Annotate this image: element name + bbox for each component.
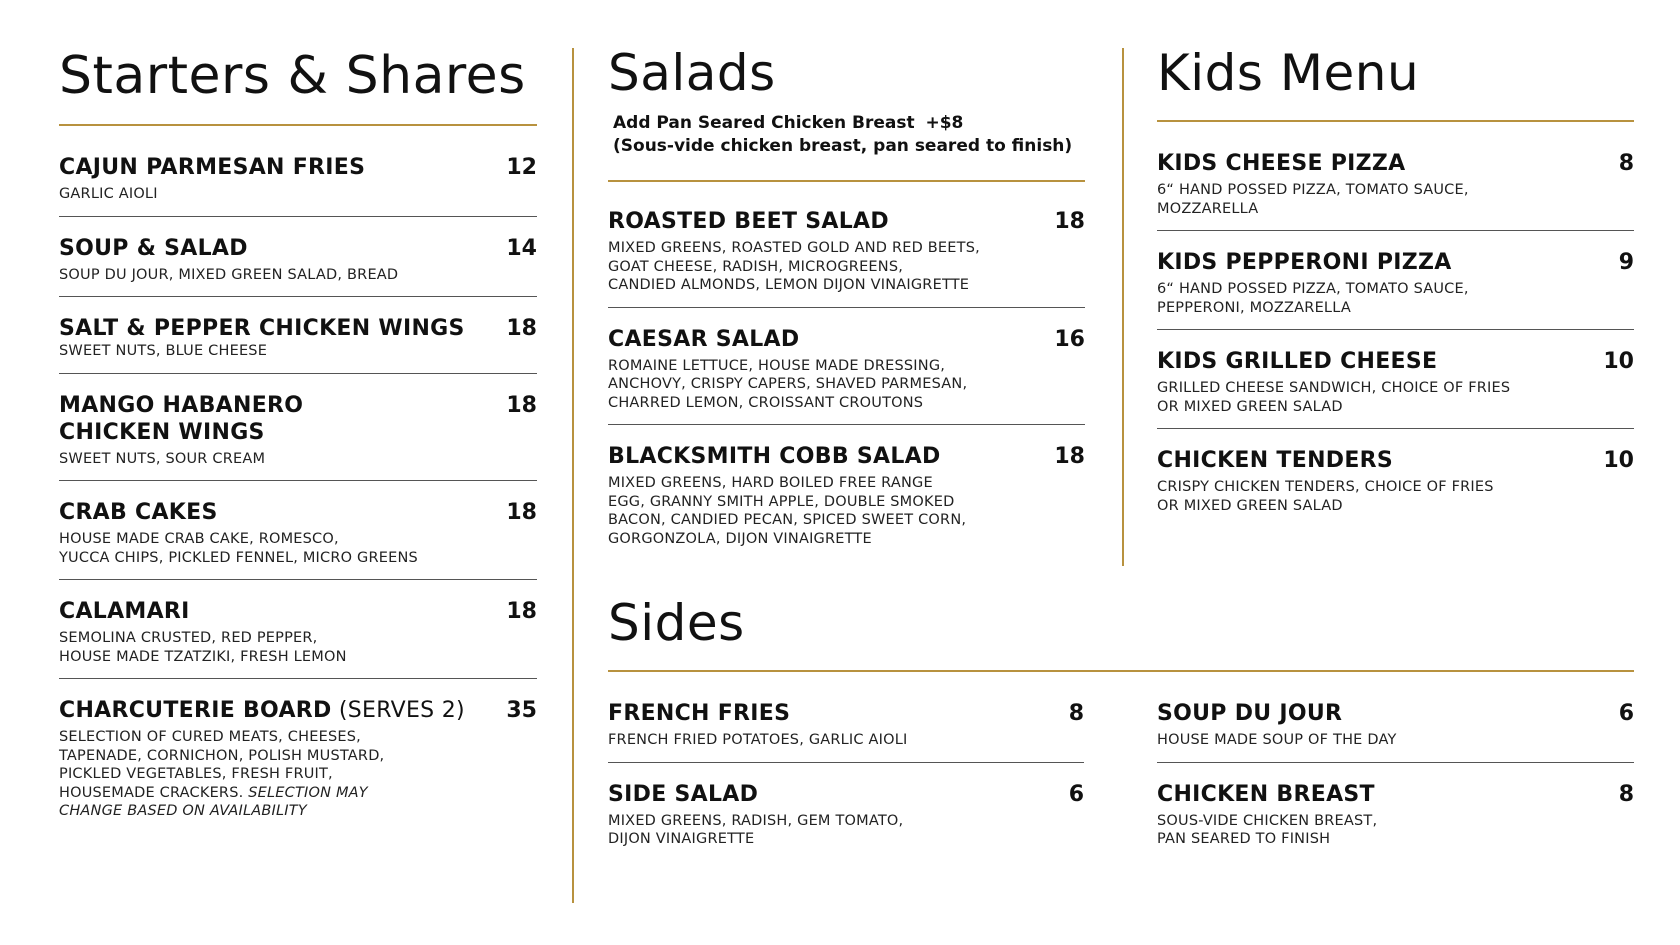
item-name: SOUP & SALAD <box>59 235 248 261</box>
item-name: SALT & PEPPER CHICKEN WINGS <box>59 316 465 341</box>
item-price: 8 <box>1068 701 1084 726</box>
item-price: 6 <box>1068 781 1084 807</box>
item-price: 18 <box>506 316 537 341</box>
menu-item <box>1157 447 1634 527</box>
item-name: BLACKSMITH COBB SALAD <box>608 444 941 469</box>
chicken-addon <box>613 112 1085 158</box>
item-description: HOUSE MADE CRAB CAKE, ROMESCO, YUCCA CHIPS, PICKLED FENNEL, MICRO GREENS <box>59 531 418 566</box>
item-price: 8 <box>1618 781 1634 807</box>
menu-item <box>608 326 1085 426</box>
kids-title-rule <box>1157 120 1634 122</box>
menu-item <box>59 499 537 580</box>
item-description: FRENCH FRIED POTATOES, GARLIC AIOLI <box>608 732 908 748</box>
item-price: 6 <box>1618 701 1634 726</box>
item-name: KIDS CHEESE PIZZA <box>1157 151 1406 176</box>
menu-item <box>1157 150 1634 231</box>
item-name: KIDS PEPPERONI PIZZA <box>1157 250 1452 275</box>
item-description: ROMAINE LETTUCE, HOUSE MADE DRESSING, ANCHOVY, CRISPY CAPERS, SHAVED PARMESAN, CHARRED LEMON, CROISSANT CROUTONS <box>608 357 968 411</box>
item-name: ROASTED BEET SALAD <box>608 209 889 234</box>
menu-item <box>1157 348 1634 429</box>
menu-item <box>608 208 1085 308</box>
item-name: SIDE SALAD <box>608 781 759 807</box>
item-name: FRENCH FRIES <box>608 701 791 726</box>
item-description: HOUSE MADE SOUP OF THE DAY <box>1157 732 1397 748</box>
starters-section <box>59 46 537 851</box>
menu-item <box>59 315 537 374</box>
column-divider-right <box>1122 48 1124 566</box>
item-price: 8 <box>1618 151 1634 176</box>
item-price: 18 <box>1054 209 1085 234</box>
item-name-main: CHARCUTERIE BOARD <box>59 698 332 723</box>
salads-title: Salads <box>608 44 776 102</box>
sides-section <box>608 594 1634 879</box>
sides-title: Sides <box>608 594 745 652</box>
item-description: MIXED GREENS, ROASTED GOLD AND RED BEETS, GOAT CHEESE, RADISH, MICROGREENS, CANDIED ALMONDS, LEMON DIJON VINAIGRETTE <box>608 240 980 293</box>
starters-title: Starters & Shares <box>59 46 526 106</box>
menu-item <box>608 700 1084 763</box>
item-name: MANGO HABANERO CHICKEN WINGS <box>59 392 304 445</box>
item-description: GRILLED CHEESE SANDWICH, CHOICE OF FRIES OR MIXED GREEN SALAD <box>1157 380 1511 415</box>
menu-item <box>1157 700 1634 763</box>
item-description: SOUP DU JOUR, MIXED GREEN SALAD, BREAD <box>59 266 399 283</box>
menu-item <box>59 154 537 217</box>
item-description: SOUS-VIDE CHICKEN BREAST, PAN SEARED TO FINISH <box>1157 812 1378 847</box>
starters-title-rule <box>59 124 537 126</box>
menu-item <box>608 443 1085 560</box>
item-price: 18 <box>1054 444 1085 469</box>
item-description-note: SELECTION MAY CHANGE BASED ON AVAILABILITY <box>59 784 368 819</box>
item-name: CRAB CAKES <box>59 500 218 525</box>
item-description: SWEET NUTS, BLUE CHEESE <box>59 343 268 359</box>
item-description: MIXED GREENS, HARD BOILED FREE RANGE EGG, GRANNY SMITH APPLE, DOUBLE SMOKED BACON, CANDIED PECAN, SPICED SWEET CORN, GORGONZOLA, DIJON VINAIGRETTE <box>608 475 967 547</box>
item-name: CALAMARI <box>59 599 190 624</box>
menu-item <box>59 697 537 833</box>
item-description: SEMOLINA CRUSTED, RED PEPPER, HOUSE MADE TZATZIKI, FRESH LEMON <box>59 630 347 665</box>
item-description: CRISPY CHICKEN TENDERS, CHOICE OF FRIES OR MIXED GREEN SALAD <box>1157 479 1494 514</box>
kids-section <box>1157 44 1634 545</box>
item-price: 16 <box>1054 326 1085 352</box>
item-name: KIDS GRILLED CHEESE <box>1157 349 1438 374</box>
menu-item <box>59 598 537 679</box>
addon-label: Add Pan Seared Chicken Breast <box>613 113 915 133</box>
sides-grid <box>608 700 1634 879</box>
item-price: 18 <box>506 392 537 418</box>
item-price: 18 <box>506 599 537 624</box>
sides-right-column <box>1157 700 1634 879</box>
menu-item <box>59 392 537 482</box>
item-price: 12 <box>506 155 537 180</box>
kids-title: Kids Menu <box>1157 44 1420 102</box>
salads-section <box>608 44 1085 578</box>
item-name: CAJUN PARMESAN FRIES <box>59 155 366 180</box>
item-description: 6“ HAND POSSED PIZZA, TOMATO SAUCE, MOZZARELLA <box>1157 182 1469 217</box>
item-serves-note: (SERVES 2) <box>331 698 465 723</box>
item-name: SOUP DU JOUR <box>1157 701 1343 726</box>
item-description: MIXED GREENS, RADISH, GEM TOMATO, DIJON VINAIGRETTE <box>608 812 904 847</box>
item-description-main: SELECTION OF CURED MEATS, CHEESES, TAPENADE, CORNICHON, POLISH MUSTARD, PICKLED VEGETABLES, FRESH FRUIT, HOUSEMADE CRACKERS. <box>59 729 385 801</box>
addon-price: +$8 <box>925 113 964 133</box>
item-price: 10 <box>1603 448 1634 473</box>
item-name: CAESAR SALAD <box>608 326 800 352</box>
item-price: 10 <box>1603 349 1634 374</box>
menu-item <box>1157 249 1634 330</box>
item-description: 6“ HAND POSSED PIZZA, TOMATO SAUCE, PEPPERONI, MOZZARELLA <box>1157 281 1469 316</box>
item-description <box>59 728 537 821</box>
item-name: CHICKEN TENDERS <box>1157 448 1394 473</box>
item-name: CHICKEN BREAST <box>1157 781 1375 807</box>
item-description: GARLIC AIOLI <box>59 186 158 202</box>
menu-item <box>59 235 537 298</box>
column-divider-left <box>572 48 574 903</box>
item-price: 14 <box>506 235 537 261</box>
item-price: 9 <box>1618 250 1634 275</box>
item-description: SWEET NUTS, SOUR CREAM <box>59 450 266 467</box>
item-name <box>59 697 465 724</box>
sides-title-rule <box>608 670 1634 672</box>
salads-title-rule <box>608 180 1085 182</box>
item-price: 18 <box>506 500 537 525</box>
menu-item <box>1157 781 1634 861</box>
item-price: 35 <box>506 698 537 723</box>
menu-item <box>608 781 1084 861</box>
addon-description: (Sous-vide chicken breast, pan seared to finish) <box>613 136 1073 156</box>
sides-left-column <box>608 700 1084 879</box>
